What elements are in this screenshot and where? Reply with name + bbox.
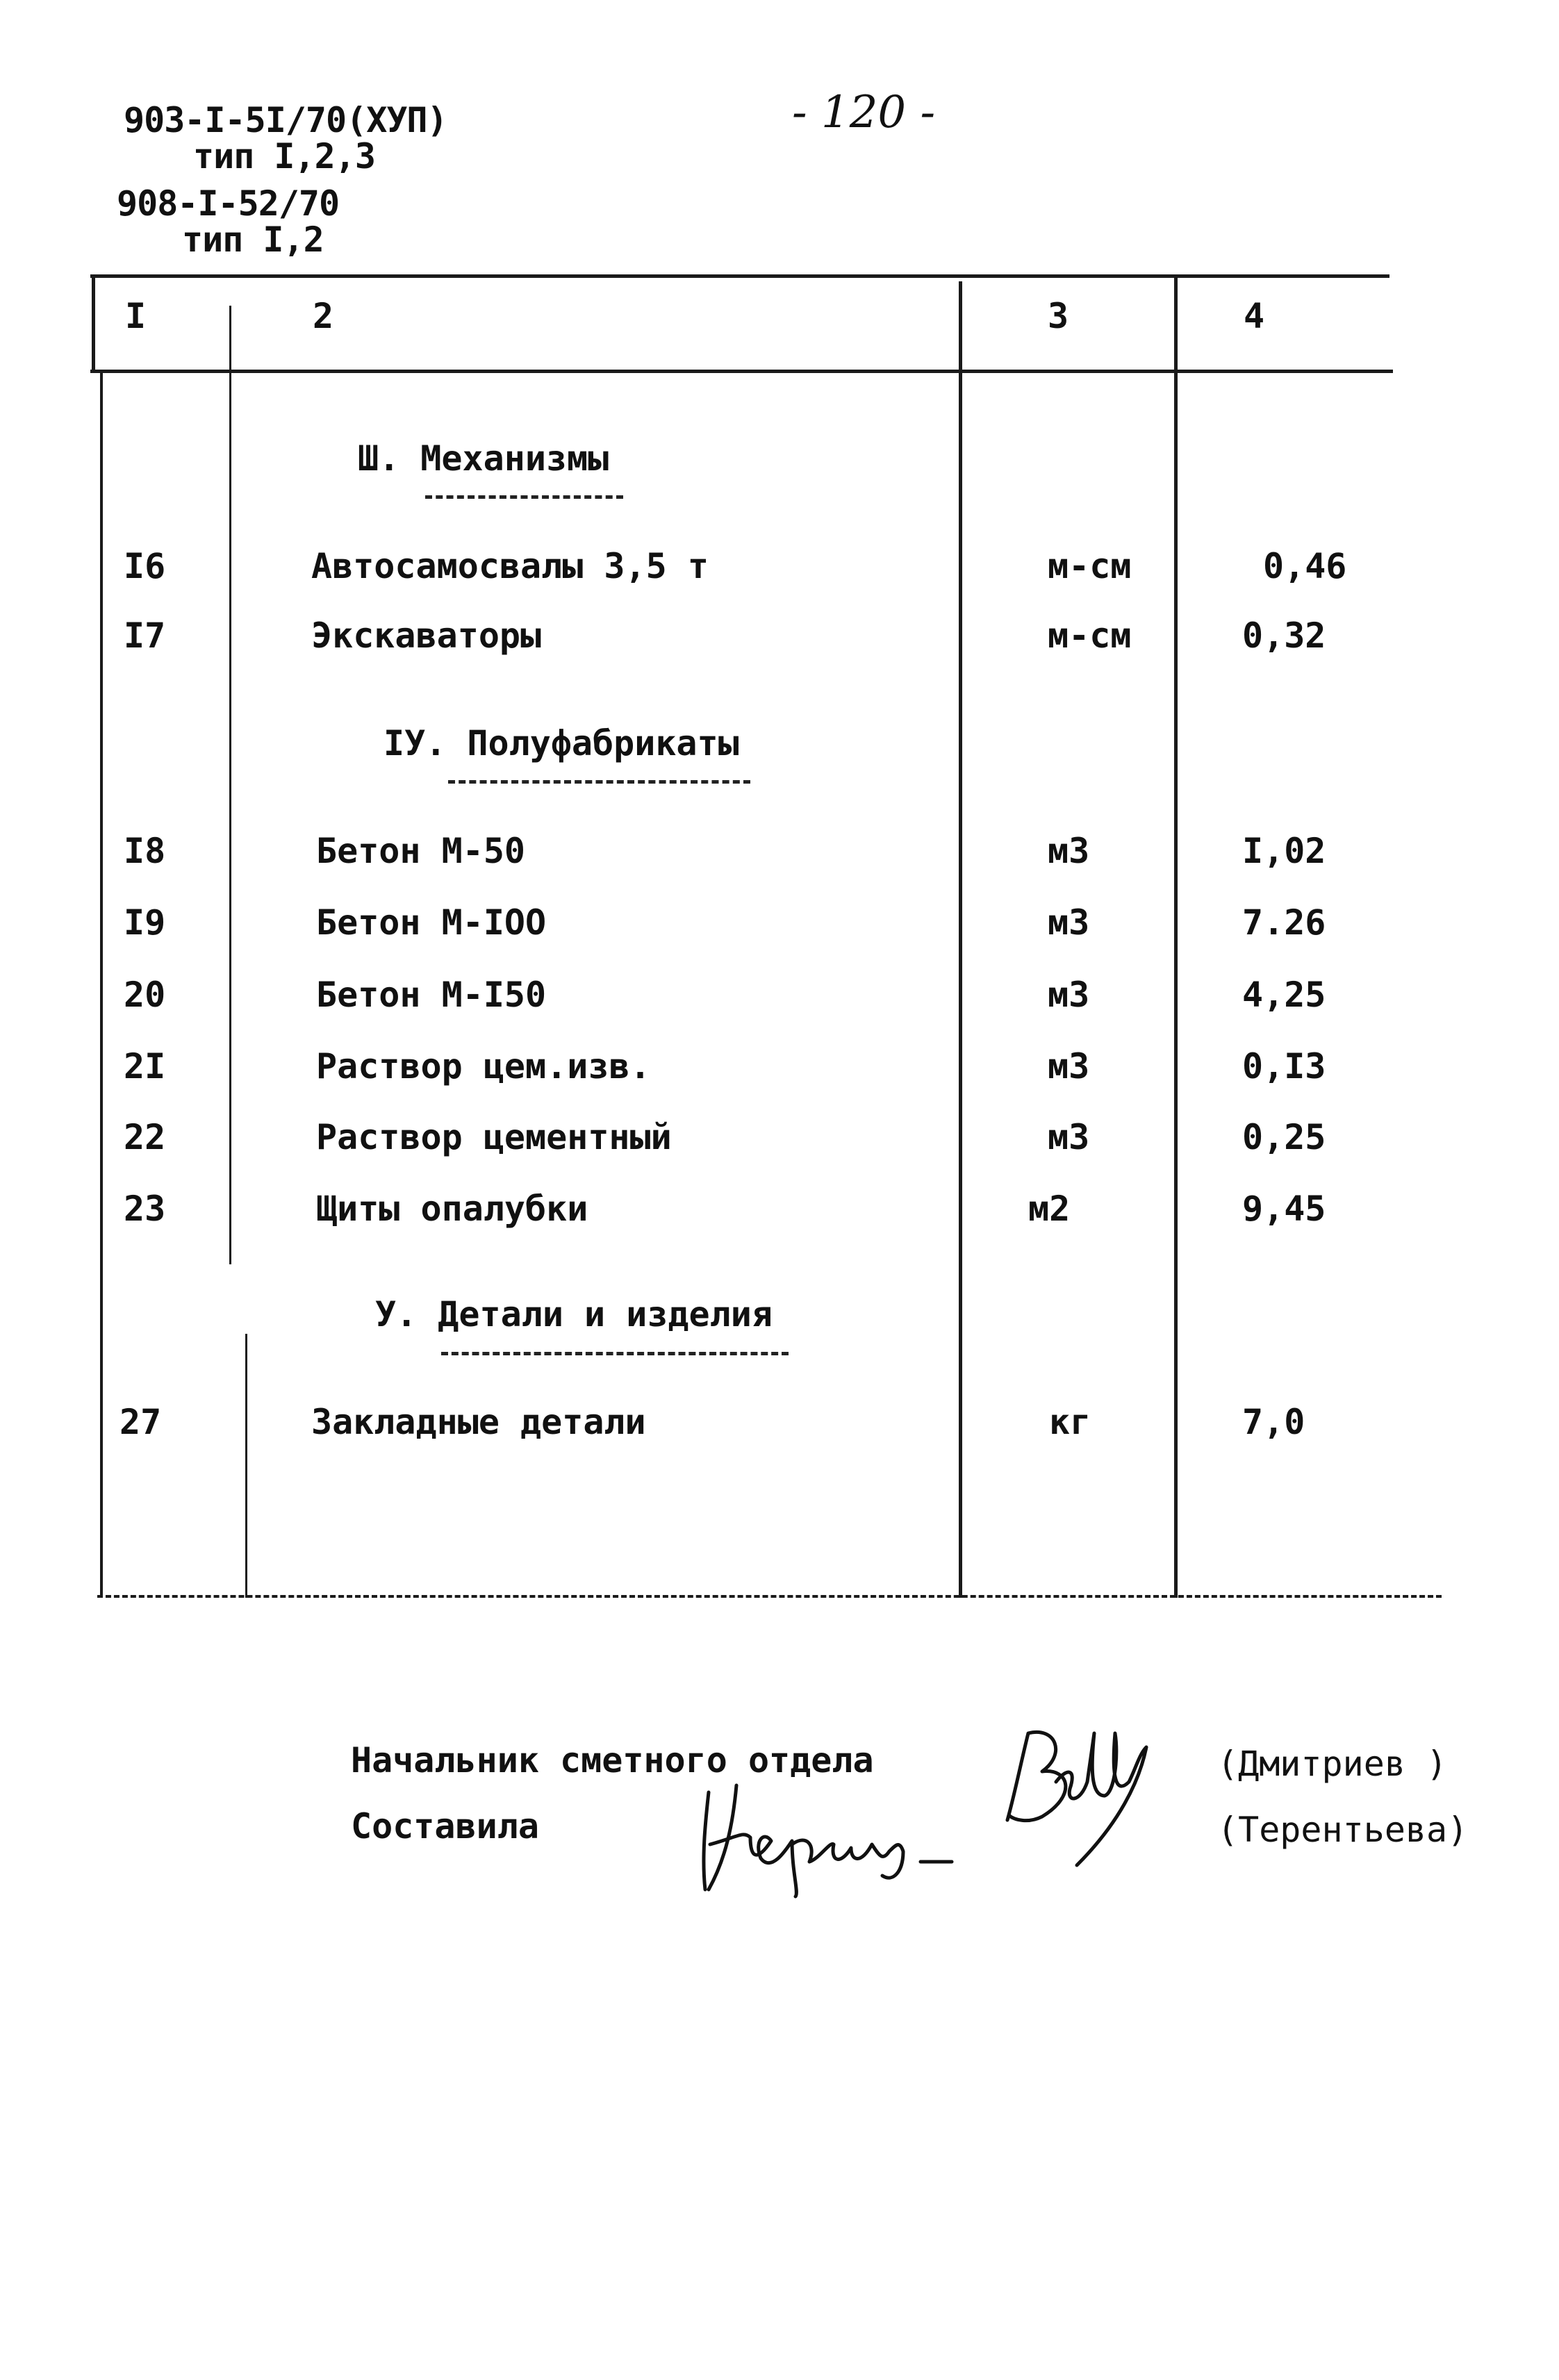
row-unit: м3 bbox=[1048, 1046, 1090, 1086]
col-header-1: I bbox=[125, 296, 147, 336]
row-number: 23 bbox=[124, 1189, 166, 1229]
row-number: I6 bbox=[124, 546, 166, 586]
row-name: Бетон М-I50 bbox=[316, 975, 547, 1015]
head-signature-icon bbox=[1000, 1705, 1160, 1872]
row-name: Бетон М-IOO bbox=[316, 902, 547, 943]
project-type-2: тип I,2 bbox=[182, 220, 324, 260]
head-name: (Дмитриев ) bbox=[1217, 1744, 1448, 1784]
row-unit: м3 bbox=[1048, 831, 1090, 871]
row-unit: м3 bbox=[1048, 1117, 1090, 1157]
row-unit: м-см bbox=[1048, 546, 1132, 586]
row-unit: м3 bbox=[1048, 902, 1090, 943]
row-name: Бетон М-50 bbox=[316, 831, 526, 871]
section-underline bbox=[448, 780, 750, 784]
col-divider-3 bbox=[1174, 274, 1178, 1598]
section-title-parts: У. Детали и изделия bbox=[375, 1294, 773, 1334]
row-name: Раствор цементный bbox=[316, 1117, 672, 1157]
row-quantity: 4,25 bbox=[1242, 975, 1326, 1015]
section-title-mechanisms: Ш. Механизмы bbox=[358, 438, 609, 479]
col-header-3: 3 bbox=[1048, 296, 1069, 336]
row-quantity: 9,45 bbox=[1242, 1189, 1326, 1229]
row-unit: м-см bbox=[1048, 615, 1132, 656]
row-name: Раствор цем.изв. bbox=[316, 1046, 651, 1086]
col-divider-1 bbox=[229, 306, 231, 1264]
project-code-2: 908-I-52/70 bbox=[117, 183, 340, 224]
row-quantity: 7.26 bbox=[1242, 902, 1326, 943]
col-divider-2 bbox=[959, 281, 962, 1598]
project-code-1: 903-I-5I/70(XУП) bbox=[124, 100, 447, 140]
row-quantity: I,02 bbox=[1242, 831, 1326, 871]
table-left-border-head bbox=[92, 274, 95, 373]
row-quantity: 7,0 bbox=[1242, 1402, 1305, 1442]
page-number: - 120 - bbox=[792, 87, 936, 138]
table-bottom-rule bbox=[97, 1595, 1442, 1598]
table-top-rule bbox=[90, 274, 1389, 278]
col-divider-1-lower bbox=[245, 1334, 247, 1598]
row-number: 20 bbox=[124, 975, 166, 1015]
row-number: 2I bbox=[124, 1046, 166, 1086]
section-title-semifinished: IУ. Полуфабрикаты bbox=[383, 723, 739, 763]
section-underline bbox=[425, 495, 623, 499]
row-unit: кг bbox=[1049, 1402, 1091, 1442]
compiled-by-label: Составила bbox=[351, 1806, 539, 1846]
row-quantity: 0,32 bbox=[1242, 615, 1326, 656]
row-name: Экскаваторы bbox=[311, 615, 542, 656]
head-of-department-label: Начальник сметного отдела bbox=[351, 1740, 874, 1780]
table-left-border bbox=[100, 373, 103, 1598]
row-number: 22 bbox=[124, 1117, 166, 1157]
row-number: 27 bbox=[119, 1402, 162, 1442]
col-header-2: 2 bbox=[313, 296, 334, 336]
compiler-signature-icon bbox=[695, 1775, 973, 1900]
section-underline bbox=[441, 1352, 789, 1355]
row-quantity: 0,I3 bbox=[1242, 1046, 1326, 1086]
row-unit: м2 bbox=[1028, 1189, 1071, 1229]
row-quantity: 0,25 bbox=[1242, 1117, 1326, 1157]
row-name: Автосамосвалы 3,5 т bbox=[311, 546, 709, 586]
row-name: Щиты опалубки bbox=[316, 1189, 588, 1229]
row-number: I9 bbox=[124, 902, 166, 943]
row-number: I8 bbox=[124, 831, 166, 871]
project-type-1: тип I,2,3 bbox=[193, 136, 375, 176]
compiler-name: (Терентьева) bbox=[1217, 1810, 1469, 1850]
table-header-rule bbox=[90, 370, 1393, 373]
row-number: I7 bbox=[124, 615, 166, 656]
col-header-4: 4 bbox=[1244, 296, 1265, 336]
row-name: Закладные детали bbox=[311, 1402, 646, 1442]
row-unit: м3 bbox=[1048, 975, 1090, 1015]
row-quantity: 0,46 bbox=[1263, 546, 1347, 586]
